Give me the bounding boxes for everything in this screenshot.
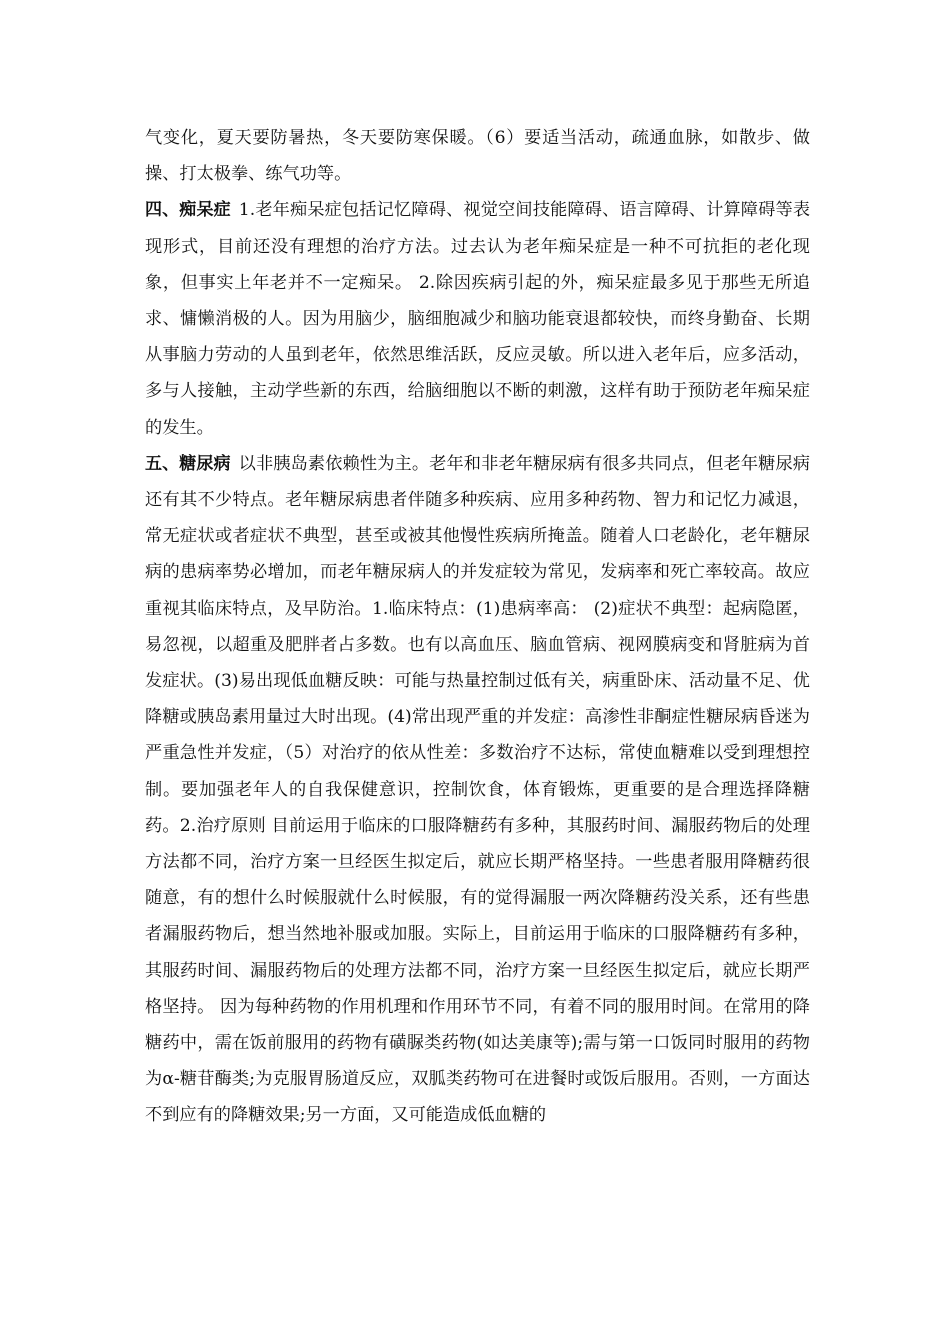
section-heading-diabetes: 五、糖尿病 xyxy=(145,453,231,474)
section-body-dementia: 1.老年痴呆症包括记忆障碍、视觉空间技能障碍、语言障碍、计算障碍等表现形式，目前还没有理想的治疗方法。过去认为老年痴呆症是一种不可抗拒的老化现象，但事实上年老并不一定痴呆。 2.除因疾病引起的外，痴呆症最多见于那些无所追求、慵懒消极的人。因为用脑少，脑细胞减少和脑功能衰退都较快，而终身勤奋、长期从事脑力劳动的人虽到老年，依然思维活跃，反应灵敏。所以进入老年后，应多活动，多与人接触，主动学些新的东西，给脑细胞以不断的刺激，这样有助于预防老年痴呆症的发生。 xyxy=(145,200,811,438)
intro-paragraph: 气变化，夏天要防暑热，冬天要防寒保暖。（6）要适当活动，疏通血脉，如散步、做操、打太极拳、练气功等。 xyxy=(145,128,810,185)
section-body-diabetes: 以非胰岛素依赖性为主。老年和非老年糖尿病有很多共同点，但老年糖尿病还有其不少特点。老年糖尿病患者伴随多种疾病、应用多种药物、智力和记忆力减退，常无症状或者症状不典型，甚至或被其他慢性疾病所掩盖。随着人口老龄化，老年糖尿病的患病率势必增加，而老年糖尿病人的并发症较为常见，发病率和死亡率较高。故应重视其临床特点，及早防治。1.临床特点：(1)患病率高： (2)症状不典型：起病隐匿，易忽视，以超重及肥胖者占多数。也有以高血压、脑血管病、视网膜病变和肾脏病为首发症状。(3)易出现低血糖反映：可能与热量控制过低有关，病重卧床、活动量不足、优降糖或胰岛素用量过大时出现。(4)常出现严重的并发症：高渗性非酮症性糖尿病昏迷为严重急性并发症，（5）对治疗的依从性差：多数治疗不达标，常使血糖难以受到理想控制。要加强老年人的自我保健意识，控制饮食，体育锻炼，更重要的是合理选择降糖药。2.治疗原则 目前运用于临床的口服降糖药有多种，其服药时间、漏服药物后的处理方法都不同，治疗方案一旦经医生拟定后，就应长期严格坚持。一些患者服用降糖药很随意，有的想什么时候服就什么时候服，有的觉得漏服一两次降糖药没关系，还有些患者漏服药物后，想当然地补服或加服。实际上，目前运用于临床的口服降糖药有多种，其服药时间、漏服药物后的处理方法都不同，治疗方案一旦经医生拟定后，就应长期严格坚持。 因为每种药物的作用机理和作用环节不同，有着不同的服用时间。在常用的降糖药中，需在饭前服用的药物有磺脲类药物(如达美康等);需与第一口饭同时服用的药物为α-糖苷酶类;为克服胃肠道反应，双胍类药物可在进餐时或饭后服用。否则，一方面达不到应有的降糖效果;另一方面，又可能造成低血糖的 xyxy=(145,453,810,1126)
document-body xyxy=(145,120,810,1134)
section-heading-dementia: 四、痴呆症 xyxy=(145,200,231,221)
section-dementia xyxy=(145,192,810,445)
section-diabetes xyxy=(145,446,810,1134)
